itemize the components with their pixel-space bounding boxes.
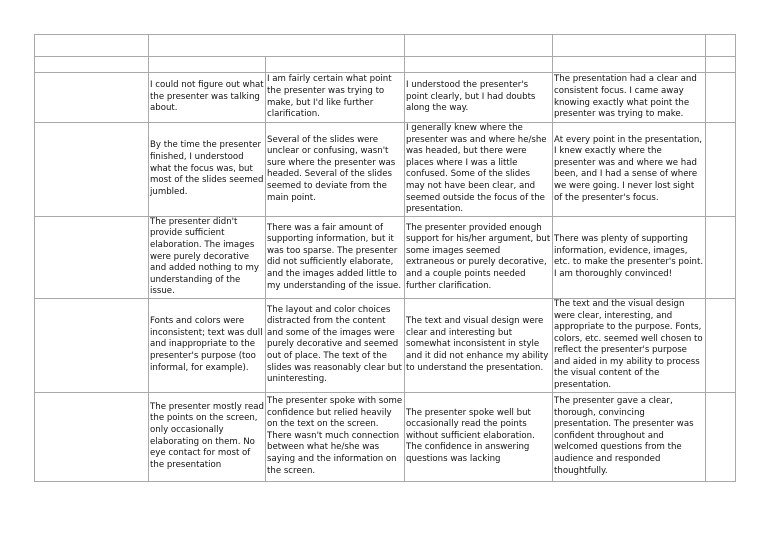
rubric-cell: The presenter provided enough support for his/her argument, but some images seemed extraneous or purely decorative, and a couple points needed further clarification. [405, 216, 553, 298]
rubric-cell: The presenter spoke well but occasionally read the points without sufficient elaboration. The confidence in answering questions was lacking [405, 392, 553, 481]
rubric-cell: Several of the slides were unclear or confusing, wasn't sure where the presenter was headed. Several of the slides seemed to deviate from the main point. [266, 123, 405, 217]
category-cell [35, 73, 149, 123]
rubric-cell: The text and visual design were clear and interesting but somewhat inconsistent in style and it did not enhance my ability to understand the presentation. [405, 298, 553, 392]
header-row [35, 57, 736, 73]
category-cell [35, 123, 149, 217]
rubric-cell: By the time the presenter finished, I understood what the focus was, but most of the slides seemed jumbled. [149, 123, 266, 217]
rubric-cell: There was a fair amount of supporting information, but it was too sparse. The presenter did not sufficiently elaborate, and the images added little to my understanding of the issue. [266, 216, 405, 298]
rubric-cell: The layout and color choices distracted from the content and some of the images were purely decorative and seemed out of place. The text of the slides was reasonably clear but uninteresting. [266, 298, 405, 392]
rubric-row [35, 392, 736, 481]
rubric-row [35, 216, 736, 298]
rubric-cell: Fonts and colors were inconsistent; text was dull and inappropriate to the presenter's purpose (too informal, for example). [149, 298, 266, 392]
rubric-cell: The presentation had a clear and consistent focus. I came away knowing exactly what point the presenter was trying to make. [553, 73, 706, 123]
header-cell [35, 57, 149, 73]
header-cell [35, 35, 149, 57]
header-cell [149, 57, 266, 73]
extra-cell [706, 216, 736, 298]
header-cell [553, 35, 706, 57]
category-cell [35, 216, 149, 298]
extra-cell [706, 392, 736, 481]
rubric-cell: The presenter didn't provide sufficient elaboration. The images were purely decorative and added nothing to my understanding of the issue. [149, 216, 266, 298]
rubric-cell: The presenter spoke with some confidence but relied heavily on the text on the screen. There wasn't much connection between what he/she was saying and the information on the screen. [266, 392, 405, 481]
category-cell [35, 392, 149, 481]
rubric-row [35, 298, 736, 392]
extra-cell [706, 298, 736, 392]
header-cell [405, 57, 553, 73]
rubric-table [34, 34, 736, 482]
header-cell [553, 57, 706, 73]
header-cell [266, 57, 405, 73]
header-cell [706, 57, 736, 73]
rubric-cell: I could not figure out what the presenter was talking about. [149, 73, 266, 123]
rubric-cell: The presenter mostly read the points on the screen, only occasionally elaborating on them. No eye contact for most of the presentation [149, 392, 266, 481]
extra-cell [706, 123, 736, 217]
extra-cell [706, 73, 736, 123]
category-cell [35, 298, 149, 392]
rubric-cell: I understood the presenter's point clearly, but I had doubts along the way. [405, 73, 553, 123]
rubric-cell: The text and the visual design were clear, interesting, and appropriate to the purpose. Fonts, colors, etc. seemed well chosen to reflect the presenter's purpose and aided in my ability to process the visual content of the presentation. [553, 298, 706, 392]
rubric-cell: The presenter gave a clear, thorough, convincing presentation. The presenter was confident throughout and welcomed questions from the audience and responded thoughtfully. [553, 392, 706, 481]
header-cell [405, 35, 553, 57]
header-cell [149, 35, 405, 57]
rubric-cell: There was plenty of supporting information, evidence, images, etc. to make the presenter's point. I am thoroughly convinced! [553, 216, 706, 298]
rubric-cell: At every point in the presentation, I knew exactly where the presenter was and where we had been, and I had a sense of where we were going. I never lost sight of the presenter's focus. [553, 123, 706, 217]
rubric-cell: I generally knew where the presenter was and where he/she was headed, but there were places where I was a little confused. Some of the slides may not have been clear, and seemed outside the focus of the presentation. [405, 123, 553, 217]
header-row [35, 35, 736, 57]
rubric-row [35, 123, 736, 217]
rubric-row [35, 73, 736, 123]
header-cell [706, 35, 736, 57]
rubric-cell: I am fairly certain what point the presenter was trying to make, but I'd like further clarification. [266, 73, 405, 123]
